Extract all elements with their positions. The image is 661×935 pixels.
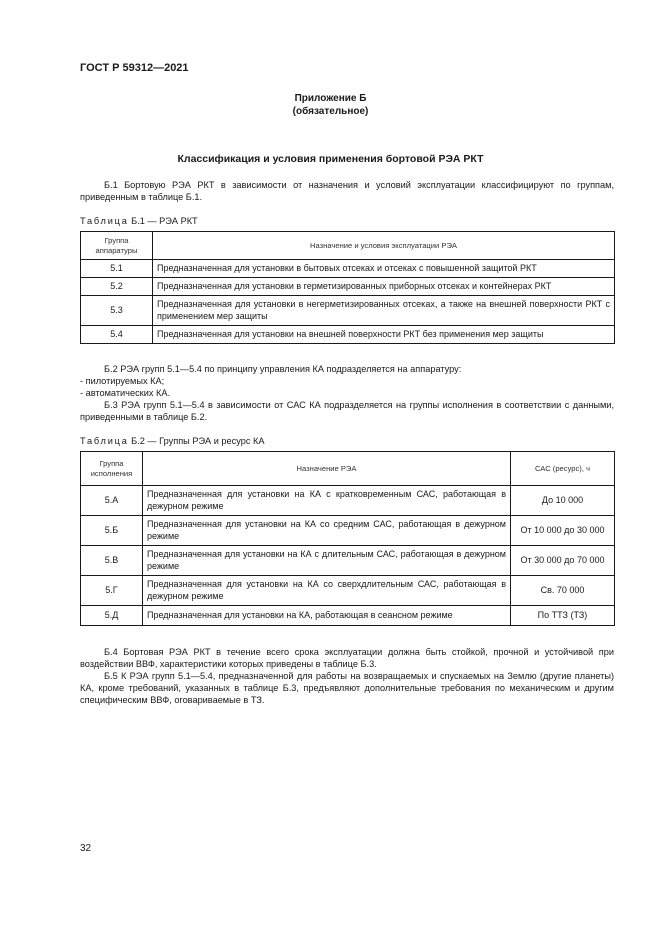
table2-col-resource: САС (ресурс), ч: [511, 452, 615, 486]
table2-caption-label: Таблица: [80, 436, 129, 446]
table1-cell-purpose: Предназначенная для установки на внешней поверхности РКТ без применения мер защиты: [153, 326, 615, 344]
paragraph-b3: Б.3 РЭА групп 5.1—5.4 в зависимости от САС КА подразделяется на группы исполнения в соответствии с данными, приведенными в таблице Б.2.: [80, 400, 614, 422]
table2-caption-text: Б.2 — Группы РЭА и ресурс КА: [128, 436, 265, 446]
table2-cell-purpose: Предназначенная для установки на КА с кратковременным САС, работающая в дежурном режиме: [143, 486, 511, 516]
table-row: [81, 260, 615, 278]
table2-header-row: [81, 452, 615, 486]
table2-cell-purpose: Предназначенная для установки на КА со сверхдлительным САС, работающая в дежурном режиме: [143, 576, 511, 606]
table2-cell-resource: По ТТЗ (ТЗ): [511, 606, 615, 626]
table-row: [81, 576, 615, 606]
table1-col-group: Группа аппаратуры: [81, 232, 153, 260]
table1-caption-label: Таблица: [80, 216, 129, 226]
table2-cell-purpose: Предназначенная для установки на КА со средним САС, работающая в дежурном режиме: [143, 516, 511, 546]
appendix-title: Приложение Б: [294, 93, 367, 104]
paragraph-b2-intro: Б.2 РЭА групп 5.1—5.4 по принципу управления КА подразделяется на аппаратуру:: [104, 364, 462, 374]
table1-cell-group: 5.1: [81, 260, 153, 278]
table2-caption: [80, 436, 264, 446]
table-row: [81, 606, 615, 626]
list-item: - пилотируемых КА;: [80, 376, 165, 386]
page-number: 32: [80, 843, 92, 854]
table2-cell-group: 5.А: [81, 486, 143, 516]
document-standard-number: ГОСТ Р 59312—2021: [80, 62, 189, 74]
table1-cell-group: 5.2: [81, 278, 153, 296]
table2-cell-purpose: Предназначенная для установки на КА с длительным САС, работающая в дежурном режиме: [143, 546, 511, 576]
table-row: [81, 326, 615, 344]
table1-caption: [80, 216, 198, 226]
table2-cell-group: 5.Г: [81, 576, 143, 606]
table1-caption-text: Б.1 — РЭА РКТ: [128, 216, 198, 226]
table1-cell-purpose: Предназначенная для установки в негерметизированных отсеках, а также на внешней поверхности РКТ с применением мер защиты: [153, 296, 615, 326]
table-row: [81, 296, 615, 326]
table2-cell-resource: До 10 000: [511, 486, 615, 516]
table-row: [81, 546, 615, 576]
table2-col-group: Группа исполнения: [81, 452, 143, 486]
appendix-subtitle: (обязательное): [292, 106, 369, 117]
paragraph-b5: Б.5 К РЭА групп 5.1—5.4, предназначенной для работы на возвращаемых и спускаемых на Землю (другие планеты) КА, кроме требований, указанных в таблице Б.3, предъявляют дополнительные требования по механическим и другим специфическим ВВФ, оговариваемые в ТЗ.: [80, 671, 614, 705]
table2-cell-resource: От 10 000 до 30 000: [511, 516, 615, 546]
table2-cell-group: 5.Б: [81, 516, 143, 546]
table2-cell-group: 5.В: [81, 546, 143, 576]
table2-cell-resource: Св. 70 000: [511, 576, 615, 606]
table1-col-purpose: Назначение и условия эксплуатации РЭА: [153, 232, 615, 260]
table-b1: [80, 231, 615, 344]
table1-header-row: [81, 232, 615, 260]
table2-cell-resource: От 30 000 до 70 000: [511, 546, 615, 576]
table2-cell-group: 5.Д: [81, 606, 143, 626]
table1-cell-group: 5.3: [81, 296, 153, 326]
table1-cell-purpose: Предназначенная для установки в бытовых отсеках и отсеках с повышенной защитой РКТ: [153, 260, 615, 278]
table-row: [81, 486, 615, 516]
list-item: - автоматических КА.: [80, 388, 170, 398]
table2-cell-purpose: Предназначенная для установки на КА, работающая в сеансном режиме: [143, 606, 511, 626]
table-b2: [80, 451, 615, 626]
table-row: [81, 516, 615, 546]
section-title: Классификация и условия применения бортовой РЭА РКТ: [177, 153, 484, 165]
table2-col-purpose: Назначение РЭА: [143, 452, 511, 486]
table-row: [81, 278, 615, 296]
paragraph-b4: Б.4 Бортовая РЭА РКТ в течение всего срока эксплуатации должна быть стойкой, прочной и устойчивой при воздействии ВВФ, характеристики которых приведены в таблице Б.3.: [80, 647, 614, 669]
table1-cell-purpose: Предназначенная для установки в герметизированных приборных отсеках и контейнерах РКТ: [153, 278, 615, 296]
table1-cell-group: 5.4: [81, 326, 153, 344]
paragraph-b1: Б.1 Бортовую РЭА РКТ в зависимости от назначения и условий эксплуатации классифицируют по группам, приведенным в таблице Б.1.: [80, 180, 614, 202]
